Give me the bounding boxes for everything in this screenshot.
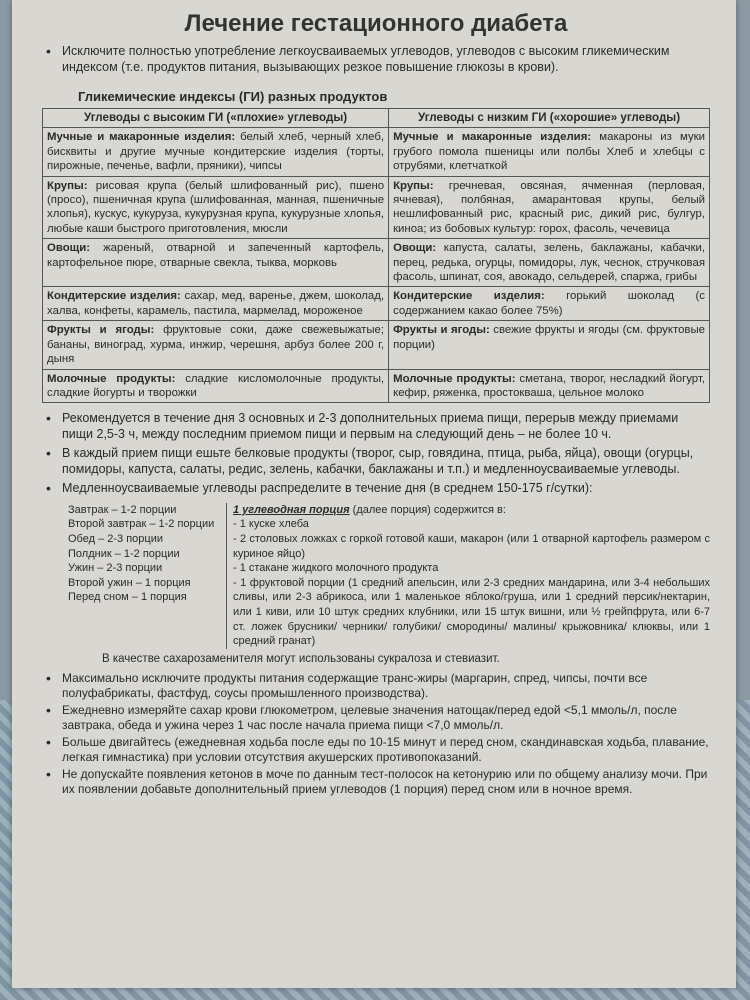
category-label: Фрукты и ягоды: — [393, 324, 490, 337]
category-text: капуста, салаты, зелень, баклажаны, кабачки, перец, редька, огурцы, помидоры, лук, чеснок, стручковая фасоль, шпинат, соя, авокадо, сельдерей, спаржа, грибы — [393, 242, 705, 284]
document-sheet — [12, 0, 736, 988]
portion-item: - 2 столовых ложках с горкой готовой каши, макарон (или 1 отварной картофель размером с куриное яйцо) — [233, 533, 710, 560]
high-gi-cell — [43, 239, 389, 287]
category-text: сладкие кисломолочные продукты, сладкие йогурты и творожки — [47, 372, 385, 399]
meal-frequency-bullet: • Рекомендуется в течение дня 3 основных и 2-3 дополнительных приема пищи, перерыв между приемами пищи 2,5-3 ч, между последним приемом пищи и первым на следующий день – не более 10 ч. — [42, 411, 710, 442]
category-text: рисовая крупа (белый шлифованный рис), пшено (просо), пшеничная крупа (шлифованная, манная, пшеничные хлопья), кускус, кукуруза, кукурузная крупа, кукурузные хлопья, любые каши быстрого приготовления, мюсли — [47, 179, 385, 235]
portion-definition — [226, 503, 710, 649]
gi-table-row — [43, 128, 710, 176]
col-low-gi-header: Углеводы с низким ГИ («хорошие» углеводы) — [389, 109, 710, 128]
category-label: Фрукты и ягоды: — [47, 324, 155, 337]
category-text: сахар, мед, варенье, джем, шоколад, халва, конфеты, карамель, пастила, мармелад, мороженое — [47, 290, 385, 317]
high-gi-cell — [43, 321, 389, 369]
category-label: Крупы: — [47, 179, 88, 192]
category-label: Мучные и макаронные изделия: — [393, 131, 592, 144]
schedule-item: Второй ужин – 1 порция — [68, 576, 191, 589]
gi-table-body — [43, 128, 710, 403]
additional-recommendations — [42, 671, 710, 797]
portion-item: - 1 стакане жидкого молочного продукта — [233, 562, 439, 575]
high-gi-cell — [43, 128, 389, 176]
schedule-item: Полдник – 1-2 порции — [68, 547, 180, 560]
gi-table-row — [43, 321, 710, 369]
schedule-item: Второй завтрак – 1-2 порции — [68, 518, 215, 531]
category-label: Кондитерские изделия: — [393, 290, 545, 303]
category-text: белый хлеб, черный хлеб, бисквиты и другие мучные кондитерские изделия (торты, пирожные, печенье, вафли, пряники), чипсы — [47, 131, 385, 173]
low-gi-cell — [389, 128, 710, 176]
gi-table-row — [43, 176, 710, 239]
portion-heading — [233, 503, 710, 518]
category-label: Кондитерские изделия: — [47, 290, 181, 303]
ketones-bullet: • Не допускайте появления кетонов в моче по данным тест-полосок на кетонурию или по общему анализу мочи. При их появлении добавьте дополнительный прием углеводов (1 порция) перед сном или в ночное время. — [42, 767, 710, 797]
portion-heading-term: 1 углеводная порция — [233, 503, 350, 516]
trans-fat-bullet: • Максимально исключите продукты питания содержащие транс-жиры (маргарин, спред, чипсы, почти все полуфабрикаты, фастфуд, соусы промышленного производства). — [42, 671, 710, 701]
category-label: Овощи: — [393, 242, 437, 255]
high-gi-cell — [43, 369, 389, 403]
low-gi-cell — [389, 369, 710, 403]
carb-distribution-bullet: • Медленноусваиваемые углеводы распределите в течение дня (в среднем 150-175 г/сутки): — [42, 481, 710, 497]
category-label: Крупы: — [393, 179, 434, 192]
glucose-monitoring-bullet: • Ежедневно измеряйте сахар крови глюкометром, целевые значения натощак/перед едой <5,1 ммоль/л, после завтрака, обеда и ужина через 1 час после начала приема пищи <7,0 ммоль/л. — [42, 703, 710, 733]
schedule-item: Обед – 2-3 порции — [68, 533, 163, 545]
high-gi-cell — [43, 176, 389, 239]
portion-heading-rest: (далее порция) содержится в: — [349, 503, 506, 516]
low-gi-cell — [389, 321, 710, 369]
gi-table-title: Гликемические индексы (ГИ) разных продуктов — [78, 89, 388, 104]
portion-item: - 1 фруктовой порции (1 средний апельсин, или 2-3 средних мандарина, или 3-4 небольших сливы, или 2-3 абрикоса, или 1 маленькое яблоко/груша, или 1 средний персик/нектарин, или 1 киви, или 10 штук средних клубники, или 15 штук вишни, или ½ грейпфрута, или 6-7 ст. ложек брусники/ черники/ голубики/ смородины/ малины/ крыжовника/ клюквы, или 1 средний гранат) — [233, 576, 710, 648]
recommendations-list — [42, 411, 710, 497]
category-text: фруктовые соки, даже свежевыжатые; бананы, виноград, хурма, инжир, черешня, арбуз более 200 г, дыня — [47, 324, 385, 366]
schedule-item: Перед сном – 1 порция — [68, 591, 187, 604]
gi-table-row — [43, 369, 710, 403]
category-text: горький шоколад (с содержанием какао более 75%) — [393, 290, 705, 317]
intro-bullet: • Исключите полностью употребление легкоусваиваемых углеводов, углеводов с высоким гликемическим индексом (т.е. продуктов питания, вызывающих резкое повышение глюкозы в крови). — [42, 44, 710, 75]
portion-item: - 1 куске хлеба — [233, 518, 309, 531]
col-high-gi-header: Углеводы с высоким ГИ («плохие» углеводы) — [43, 109, 389, 128]
low-gi-cell — [389, 176, 710, 239]
category-label: Молочные продукты: — [47, 372, 176, 385]
meal-schedule — [68, 503, 226, 649]
category-text: макароны из муки грубого помола пшеницы или полбы Хлеб и хлебцы с отрубями, клетчаткой — [393, 131, 706, 173]
gi-table-row — [43, 287, 710, 321]
meal-composition-bullet: • В каждый прием пищи ешьте белковые продукты (творог, сыр, говядина, птица, рыба, яйца), овощи (огурцы, помидоры, капуста, салаты, редис, зелень, кабачки, баклажаны и т.п.) и медленноусваиваемые углеводы. — [42, 446, 710, 477]
schedule-item: Завтрак – 1-2 порции — [68, 503, 177, 516]
activity-bullet: • Больше двигайтесь (ежедневная ходьба после еды по 10-15 минут и перед сном, скандинавская ходьба, плавание, легкая гимнастика) при условии отсутствия акушерских противопоказаний. — [42, 735, 710, 765]
low-gi-cell — [389, 287, 710, 321]
schedule-item: Ужин – 2-3 порции — [68, 562, 163, 575]
page-title: Лечение гестационного диабета — [184, 10, 568, 37]
category-label: Молочные продукты: — [393, 372, 516, 385]
category-text: свежие фрукты и ягоды (см. фруктовые порции) — [393, 324, 705, 351]
portion-schedule — [68, 503, 710, 649]
category-label: Мучные и макаронные изделия: — [47, 131, 236, 144]
category-text: жареный, отварной и запеченный картофель, картофельное пюре, отварные свекла, тыква, морковь — [47, 242, 385, 269]
high-gi-cell — [43, 287, 389, 321]
category-label: Овощи: — [47, 242, 91, 255]
gi-table — [42, 108, 710, 403]
gi-table-row — [43, 239, 710, 287]
category-text: сметана, творог, несладкий йогурт, кефир, ряженка, простокваша, цельное молоко — [393, 372, 706, 399]
low-gi-cell — [389, 239, 710, 287]
sweetener-note: В качестве сахарозаменителя могут использованы сукралоза и стевиазит. — [102, 652, 500, 665]
category-text: гречневая, овсяная, ячменная (перловая, ячневая), полбяная, амарантовая крупы, белый нешлифованный рис, красный рис, дикий рис, булгур, киноа; из бобовых культур: горох, фасоль, чечевица — [393, 179, 706, 235]
